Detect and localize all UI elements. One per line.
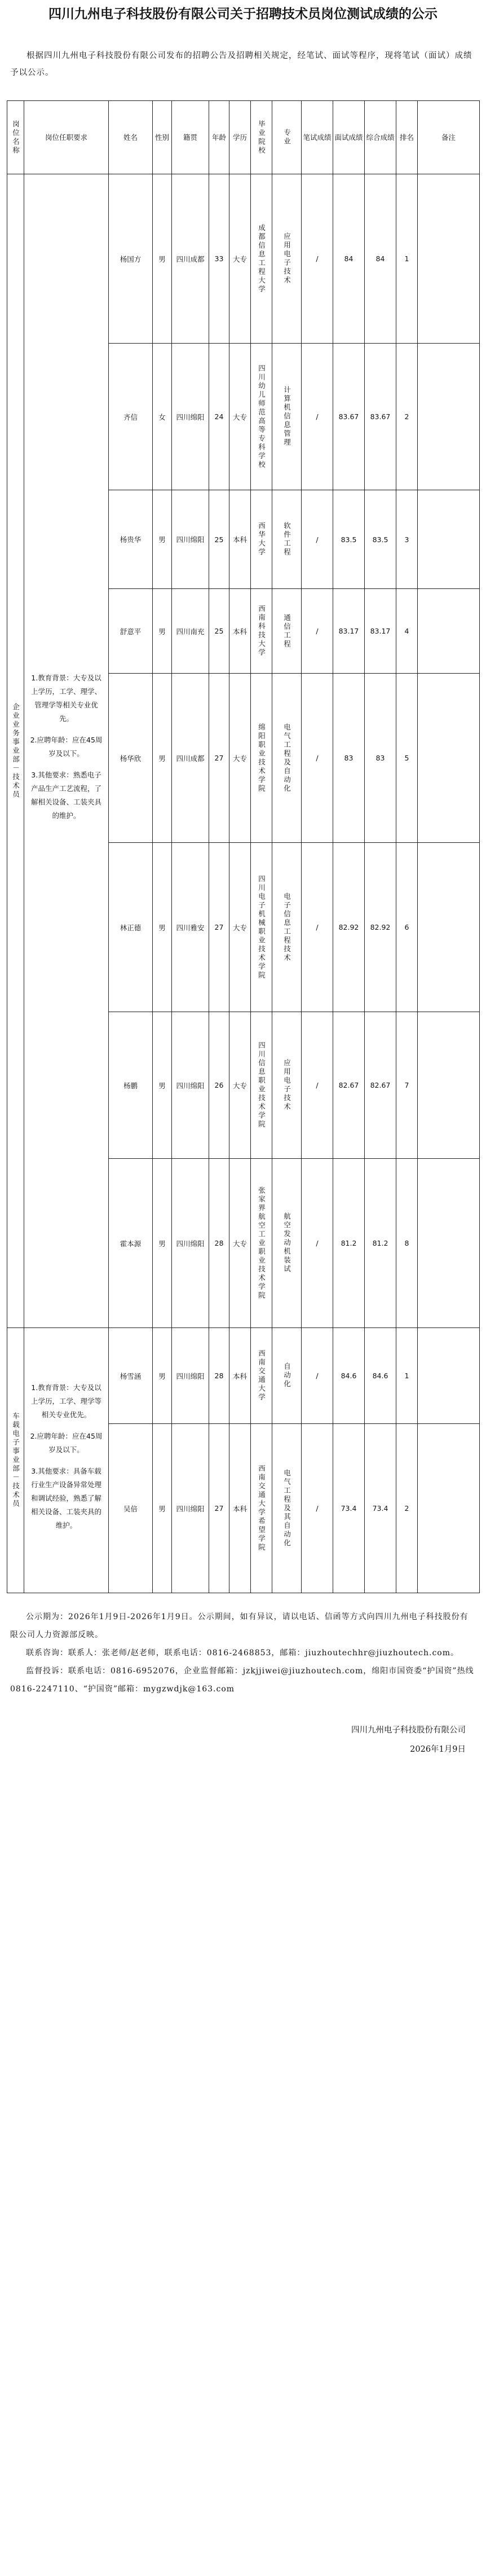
note [418, 1424, 480, 1593]
candidate-age: 27 [209, 674, 229, 843]
header-note: 备注 [418, 101, 480, 174]
candidate-education: 本科 [229, 490, 251, 589]
candidate-hometown: 四川雅安 [172, 843, 209, 1012]
rank: 5 [396, 674, 418, 843]
candidate-gender: 男 [153, 843, 172, 1012]
candidate-school-text: 西华大学 [257, 522, 266, 557]
written-score: / [302, 1012, 333, 1159]
notice-date: 2026年1月9日 [410, 1745, 466, 1754]
candidate-major [272, 1328, 302, 1424]
candidate-major-text: 电气工程及自动化 [282, 723, 291, 793]
candidate-education: 大专 [229, 174, 251, 344]
rank: 2 [396, 1424, 418, 1593]
candidate-age: 25 [209, 589, 229, 674]
candidate-school-text: 绵阳职业技术学院 [257, 723, 266, 793]
candidate-education: 大专 [229, 344, 251, 490]
candidate-school-text: 成都信息工程大学 [257, 223, 266, 294]
interview-score: 81.2 [333, 1159, 365, 1328]
interview-score: 84 [333, 174, 365, 344]
candidate-major [272, 1012, 302, 1159]
interview-score: 83.67 [333, 344, 365, 490]
note [418, 674, 480, 843]
candidate-gender: 男 [153, 1159, 172, 1328]
notice-footer [10, 1608, 476, 1698]
candidate-gender: 男 [153, 490, 172, 589]
candidate-school [251, 843, 272, 1012]
publicity-period: 公示期为：2026年1月9日-2026年1月9日。公示期间，如有异议，请以电话、信函等方式向四川九州电子科技股份有限公司人力资源部反映。 [10, 1612, 469, 1639]
interview-score: 84.6 [333, 1328, 365, 1424]
candidate-name: 杨贵华 [109, 490, 153, 589]
candidate-major [272, 589, 302, 674]
candidate-major-text: 自动化 [282, 1362, 291, 1389]
candidate-gender: 男 [153, 1424, 172, 1593]
interview-score: 83.5 [333, 490, 365, 589]
requirements-cell [24, 1328, 109, 1593]
total-score: 83.17 [365, 589, 396, 674]
written-score: / [302, 490, 333, 589]
rank: 8 [396, 1159, 418, 1328]
note [418, 1159, 480, 1328]
candidate-school-text: 西南科技大学 [257, 605, 266, 657]
candidate-school [251, 1012, 272, 1159]
candidate-age: 28 [209, 1328, 229, 1424]
header-total: 综合成绩 [365, 101, 396, 174]
candidate-age: 28 [209, 1159, 229, 1328]
total-score: 73.4 [365, 1424, 396, 1593]
candidate-major [272, 344, 302, 490]
candidate-education: 大专 [229, 1159, 251, 1328]
candidate-major [272, 1159, 302, 1328]
candidate-education: 本科 [229, 1328, 251, 1424]
header-hometown: 籍贯 [172, 101, 209, 174]
candidate-name: 杨雪涵 [109, 1328, 153, 1424]
requirement-item: 1.教育背景：大专及以上学历，工学、理学、管理学等相关专业优先。 [30, 674, 101, 723]
header-rank: 排名 [396, 101, 418, 174]
note [418, 1012, 480, 1159]
candidate-school-text: 西南交通大学希望学院 [257, 1465, 266, 1552]
note [418, 344, 480, 490]
written-score: / [302, 174, 333, 344]
contact-info: 联系咨询：联系人：张老师/赵老师，联系电话：0816-2468853，邮箱：jiuzhoutechhr@jiuzhoutech.com。 [26, 1649, 460, 1658]
interview-score: 83 [333, 674, 365, 843]
candidate-age: 26 [209, 1012, 229, 1159]
candidate-hometown: 四川绵阳 [172, 1328, 209, 1424]
position-cell-text: 企业业务事业部－技术员 [11, 702, 20, 799]
written-score: / [302, 674, 333, 843]
total-score: 83 [365, 674, 396, 843]
candidate-name: 吴倍 [109, 1424, 153, 1593]
requirements-cell [24, 174, 109, 1328]
total-score: 82.67 [365, 1012, 396, 1159]
position-cell [7, 174, 24, 1328]
candidate-name: 齐信 [109, 344, 153, 490]
candidate-major [272, 674, 302, 843]
written-score: / [302, 1159, 333, 1328]
candidate-name: 舒意平 [109, 589, 153, 674]
candidate-hometown: 四川绵阳 [172, 344, 209, 490]
candidate-school [251, 490, 272, 589]
candidate-school [251, 1424, 272, 1593]
total-score: 83.5 [365, 490, 396, 589]
table-body [7, 174, 480, 1593]
requirement-item: 1.教育背景：大专及以上学历，工学、理学等相关专业优先。 [30, 1383, 101, 1419]
header-school: 毕业院校 [251, 101, 272, 174]
candidate-school [251, 589, 272, 674]
total-score: 84 [365, 174, 396, 344]
candidate-major-text: 软件工程 [282, 522, 291, 557]
candidate-school [251, 344, 272, 490]
candidate-school-text: 四川幼儿师范高等专科学校 [257, 364, 266, 469]
candidate-major [272, 174, 302, 344]
rank: 2 [396, 344, 418, 490]
candidate-name: 霍本源 [109, 1159, 153, 1328]
signoff [7, 1721, 479, 1759]
score-table [7, 100, 480, 1593]
notice-title: 四川九州电子科技股份有限公司关于招聘技术员岗位测试成绩的公示 [48, 7, 438, 21]
interview-score: 73.4 [333, 1424, 365, 1593]
candidate-major-text: 应用电子技术 [282, 1059, 291, 1111]
candidate-major [272, 1424, 302, 1593]
position-cell-text: 车载电子事业部－技术员 [11, 1412, 20, 1509]
candidate-major-text: 应用电子技术 [282, 232, 291, 285]
total-score: 81.2 [365, 1159, 396, 1328]
candidate-major-text: 航空发动机装试 [282, 1212, 291, 1274]
candidate-major [272, 843, 302, 1012]
candidate-hometown: 四川绵阳 [172, 1012, 209, 1159]
candidate-major-text: 电子信息工程技术 [282, 892, 291, 962]
requirement-item: 3.其他要求：熟悉电子产品生产工艺流程，了解相关设备、工装夹具的维护。 [30, 771, 101, 820]
interview-score: 82.67 [333, 1012, 365, 1159]
candidate-age: 33 [209, 174, 229, 344]
candidate-age: 27 [209, 843, 229, 1012]
rank: 4 [396, 589, 418, 674]
candidate-hometown: 四川绵阳 [172, 1159, 209, 1328]
candidate-major-text: 通信工程 [282, 613, 291, 649]
total-score: 82.92 [365, 843, 396, 1012]
notice-intro: 根据四川九州电子科技股份有限公司发布的招聘公告及招聘相关规定，经笔试、面试等程序，现将笔试（面试）成绩予以公示。 [10, 51, 472, 77]
candidate-hometown: 四川绵阳 [172, 1424, 209, 1593]
candidate-major [272, 490, 302, 589]
written-score: / [302, 843, 333, 1012]
table-header-row [7, 101, 480, 174]
written-score: / [302, 589, 333, 674]
candidate-education: 大专 [229, 843, 251, 1012]
interview-score: 82.92 [333, 843, 365, 1012]
header-gender: 性别 [153, 101, 172, 174]
requirement-item: 2.应聘年龄：应在45周岁及以下。 [30, 736, 103, 758]
note [418, 174, 480, 344]
header-position: 岗位名称 [7, 101, 24, 174]
rank: 7 [396, 1012, 418, 1159]
note [418, 589, 480, 674]
candidate-gender: 男 [153, 589, 172, 674]
candidate-school-text: 张家界航空工业职业技术学院 [257, 1186, 266, 1300]
rank: 1 [396, 1328, 418, 1424]
header-interview: 面试成绩 [333, 101, 365, 174]
candidate-education: 大专 [229, 1012, 251, 1159]
note [418, 490, 480, 589]
candidate-school-text: 西南交通大学 [257, 1349, 266, 1402]
header-major: 专业 [272, 101, 302, 174]
candidate-gender: 男 [153, 674, 172, 843]
candidate-hometown: 四川南充 [172, 589, 209, 674]
company-name: 四川九州电子科技股份有限公司 [351, 1726, 466, 1735]
candidate-hometown: 四川成都 [172, 174, 209, 344]
total-score: 83.67 [365, 344, 396, 490]
candidate-age: 27 [209, 1424, 229, 1593]
position-cell [7, 1328, 24, 1593]
candidate-name: 杨华欣 [109, 674, 153, 843]
supervision-info: 监督投诉：联系电话：0816-6952076，企业监督邮箱：jzkjjiwei@jiuzhoutech.com，绵阳市国资委“护国资”热线 0816-2247110、“护国资”邮箱：mygzwdjk@163.com [10, 1667, 474, 1694]
rank: 6 [396, 843, 418, 1012]
candidate-gender: 男 [153, 1012, 172, 1159]
rank: 3 [396, 490, 418, 589]
candidate-school-text: 四川电子机械职业技术学院 [257, 874, 266, 980]
candidate-education: 本科 [229, 589, 251, 674]
written-score: / [302, 344, 333, 490]
candidate-gender: 女 [153, 344, 172, 490]
header-requirements: 岗位任职要求 [24, 101, 109, 174]
requirement-item: 2.应聘年龄：应在45周岁及以下。 [30, 1431, 103, 1454]
candidate-name: 林正德 [109, 843, 153, 1012]
candidate-hometown: 四川成都 [172, 674, 209, 843]
written-score: / [302, 1424, 333, 1593]
candidate-education: 大专 [229, 674, 251, 843]
candidate-age: 25 [209, 490, 229, 589]
candidate-name: 杨国方 [109, 174, 153, 344]
candidate-hometown: 四川绵阳 [172, 490, 209, 589]
candidate-school [251, 674, 272, 843]
table-row [7, 174, 480, 344]
note [418, 1328, 480, 1424]
table-row [7, 1328, 480, 1424]
header-written: 笔试成绩 [302, 101, 333, 174]
candidate-school-text: 四川信息职业技术学院 [257, 1041, 266, 1129]
requirement-item: 3.其他要求：具备车载行业生产设备异常处理和调试经验，熟悉了解相关设备、工装夹具的维护。 [30, 1466, 101, 1529]
candidate-school [251, 1328, 272, 1424]
candidate-education: 本科 [229, 1424, 251, 1593]
header-age: 年龄 [209, 101, 229, 174]
header-name: 姓名 [109, 101, 153, 174]
candidate-school [251, 174, 272, 344]
total-score: 84.6 [365, 1328, 396, 1424]
interview-score: 83.17 [333, 589, 365, 674]
note [418, 843, 480, 1012]
candidate-major-text: 电气工程及其自动化 [282, 1469, 291, 1548]
candidate-gender: 男 [153, 174, 172, 344]
written-score: / [302, 1328, 333, 1424]
candidate-gender: 男 [153, 1328, 172, 1424]
candidate-school [251, 1159, 272, 1328]
rank: 1 [396, 174, 418, 344]
candidate-major-text: 计算机信息管理 [282, 386, 291, 447]
candidate-name: 杨鹏 [109, 1012, 153, 1159]
candidate-age: 24 [209, 344, 229, 490]
header-education: 学历 [229, 101, 251, 174]
